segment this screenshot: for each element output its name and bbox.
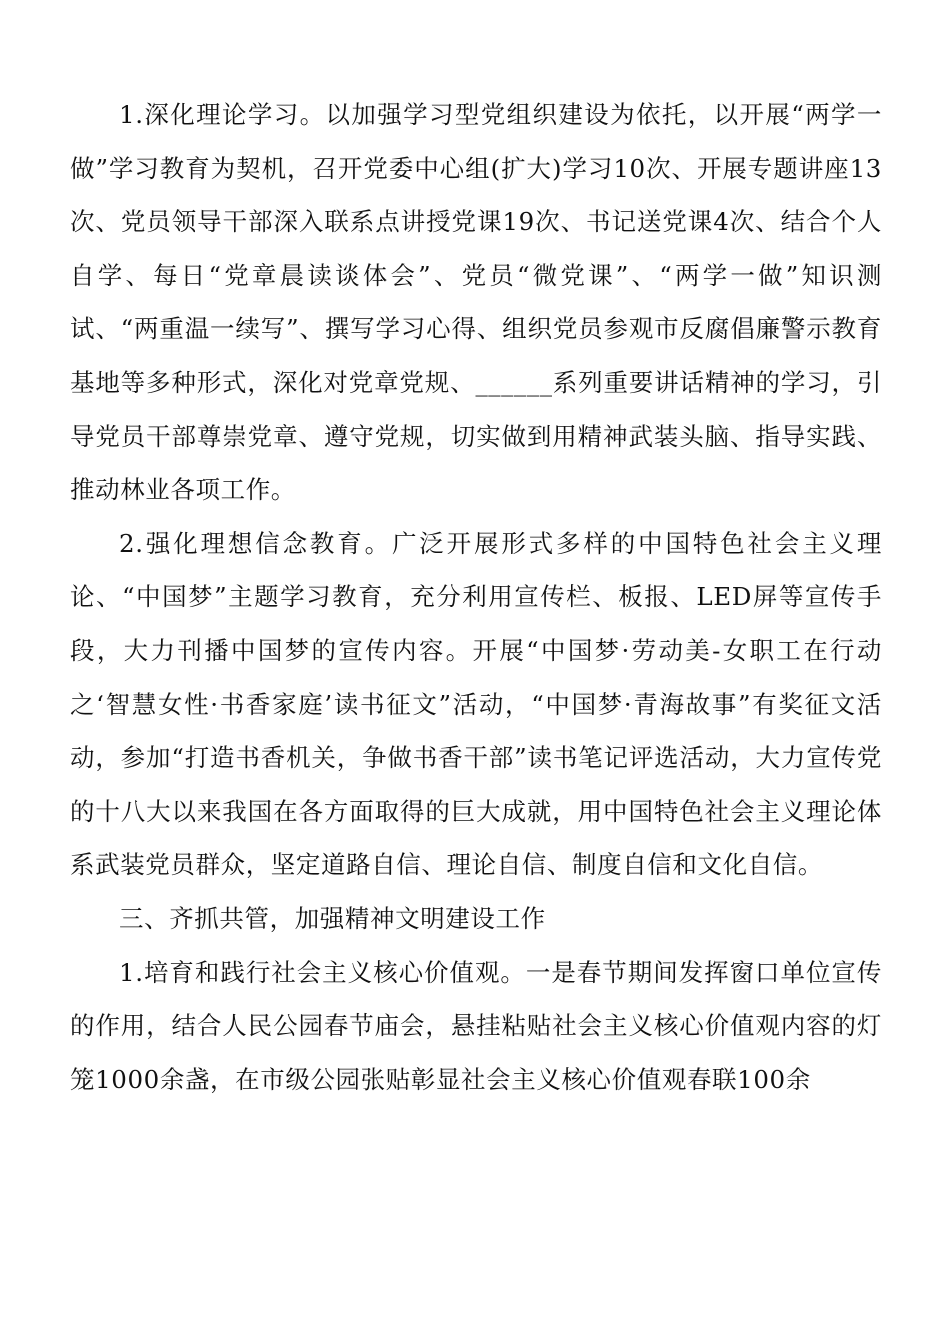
paragraph-core-values: 1.培育和践行社会主义核心价值观。一是春节期间发挥窗口单位宣传的作用，结合人民公园春节庙会，悬挂粘贴社会主义核心价值观内容的灯笼1000余盏，在市级公园张贴彰显社会主义核心价值观春联100余: [70, 957, 882, 1094]
paragraph-theory-study: 1.深化理论学习。以加强学习型党组织建设为依托，以开展“两学一做”学习教育为契机，召开党委中心组(扩大)学习10次、开展专题讲座13次、党员领导干部深入联系点讲授党课19次、书记送党课4次、结合个人自学、每日“党章晨读谈体会”、党员“微党课”、“两学一做”知识测试、“两重温一续写”、撰写学习心得、组织党员参观市反腐倡廉警示教育基地等多种形式，深化对党章党规、______系列重要讲话精神的学习，引导党员干部尊崇党章、遵守党规，切实做到用精神武装头脑、指导实践、推动林业各项工作。: [70, 100, 882, 505]
document-body: [70, 88, 882, 1106]
paragraph-ideal-belief-education: 2.强化理想信念教育。广泛开展形式多样的中国特色社会主义理论、“中国梦”主题学习教育，充分利用宣传栏、板报、LED屏等宣传手段，大力刊播中国梦的宣传内容。开展“中国梦·劳动美-女职工在行动之‘智慧女性·书香家庭’读书征文”活动，“中国梦·青海故事”有奖征文活动，参加“打造书香机关，争做书香干部”读书笔记评选活动，大力宣传党的十八大以来我国在各方面取得的巨大成就，用中国特色社会主义理论体系武装党员群众，坚定道路自信、理论自信、制度自信和文化自信。: [70, 528, 882, 880]
section-heading-civilization: 三、齐抓共管，加强精神文明建设工作: [119, 903, 546, 933]
